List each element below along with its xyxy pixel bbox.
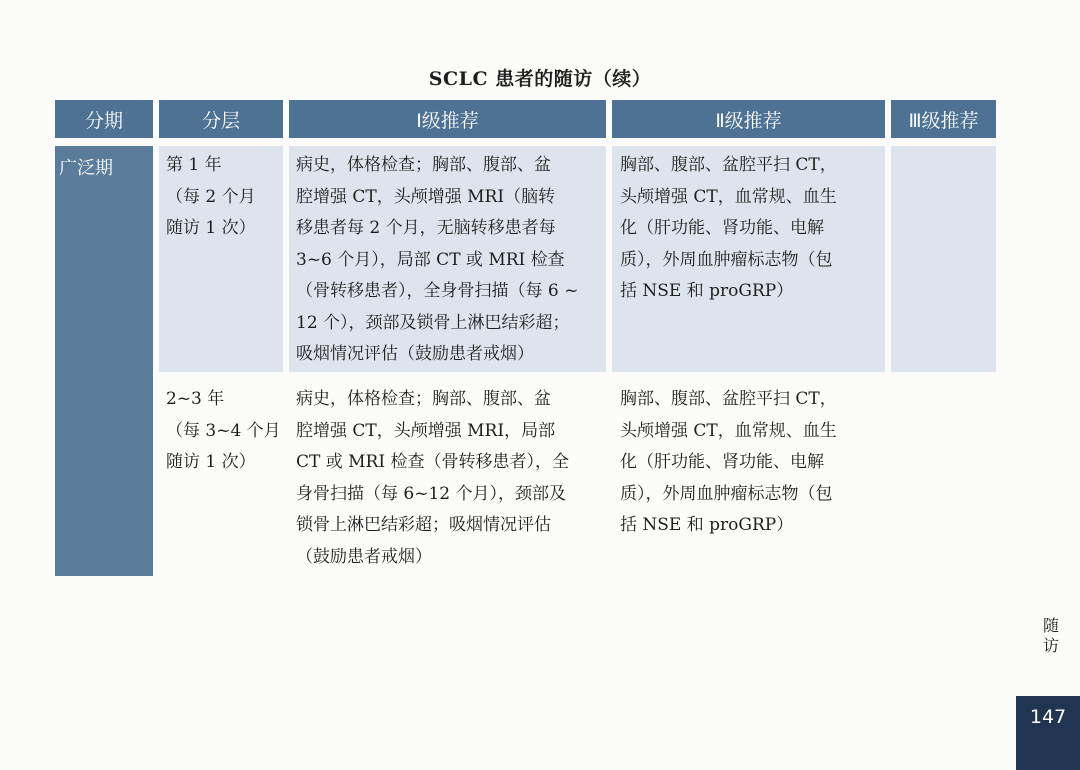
row-1-level3-bg	[891, 146, 996, 372]
row-1-level2: 胸部、腹部、盆腔平扫 CT， 头颅增强 CT，血常规、血生 化（肝功能、肾功能、电解 质），外周血肿瘤标志物（包 括 NSE 和 proGRP）	[620, 155, 837, 301]
row-2-layer: 2~3 年 （每 3~4 个月 随访 1 次）	[166, 389, 281, 472]
row-2-level1: 病史，体格检查；胸部、腹部、盆 腔增强 CT，头颅增强 MRI，局部 CT 或 MRI 检查（骨转移患者），全 身骨扫描（每 6~12 个月），颈部及 锁骨上淋巴结彩超；吸烟情况评估 （鼓励患者戒烟）	[296, 389, 569, 567]
row-1-level1: 病史，体格检查；胸部、腹部、盆 腔增强 CT，头颅增强 MRI（脑转 移患者每 2 个月，无脑转移患者每 3~6 个月），局部 CT 或 MRI 检查 （骨转移患者），全身骨扫描（每 6 ~ 12 个），颈部及锁骨上淋巴结彩超； 吸烟情况评估（鼓励患者戒烟）	[296, 155, 579, 364]
header-level3: Ⅲ级推荐	[891, 100, 996, 138]
page-number: 147	[1029, 706, 1067, 728]
table-title: SCLC 患者的随访（续）	[428, 68, 652, 90]
row-1-layer: 第 1 年 （每 2 个月 随访 1 次）	[166, 155, 256, 238]
stage-label: 广泛期	[59, 158, 113, 179]
header-layer: 分层	[159, 100, 283, 138]
side-section-tab: 随访	[1042, 616, 1059, 655]
header-level2: Ⅱ级推荐	[612, 100, 885, 138]
header-level1: Ⅰ级推荐	[289, 100, 606, 138]
stage-cell	[55, 146, 153, 576]
row-2-level2: 胸部、腹部、盆腔平扫 CT， 头颅增强 CT，血常规、血生 化（肝功能、肾功能、电解 质），外周血肿瘤标志物（包 括 NSE 和 proGRP）	[620, 389, 837, 535]
header-stage: 分期	[55, 100, 153, 138]
page-number-box	[1016, 696, 1080, 770]
